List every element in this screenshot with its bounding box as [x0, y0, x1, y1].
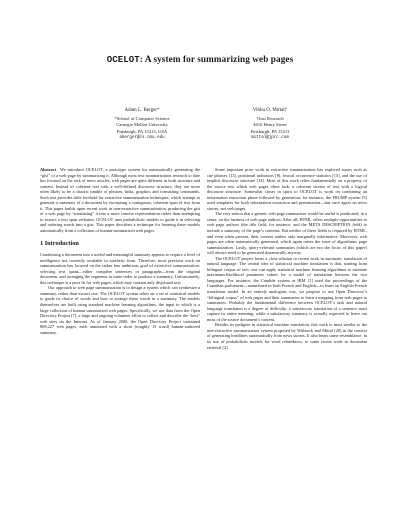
body-paragraph-3: The OCELOT project bears a close relation to recent work in automatic translation of natural language. The central idea of statistical machine translation is that, starting from bilingual corpus of text, one can apply statistical machine learning algorithms to estimate maximum-likelihood parameter values for a model of translation between the two languages. For instance, the Candide system at IBM [1] used the proceedings of the Canadian parliament—maintained in both French and English—to learn an English-French translation model. In an entirely analogous way, we propose to use Open Directory’s “bilingual corpus” of web pages and their summaries to learn a mapping from web pages to summaries. Probably the fundamental difference between OCELOT’s task and natural language translation is a degree of difficulty: a satisfactory translation of a sentence must capture its entire meaning, while a satisfactory summary is actually expected to leave out most of the source document’s content.: [207, 255, 367, 322]
author-affiliation: †Just Research: [256, 116, 284, 122]
author-location: Pittsburgh, PA 15213, USA: [116, 128, 168, 134]
intro-paragraph-2: Our approach to web page summarization is to design a system which can synthesize a summary, rather than extract one. The OCELOT system relies on a set of statistical models to guide its choice of words and how to arrange these words in a summary. The models themselves are built using standard machine learning algorithms, the input to which is a large collection of human summarized web pages. Specifically, we use data from the Open Directory Project [7], a large and ongoing volunteer effort to collect and describe the “best” web sites on the Internet. As of January 2000, the Open Directory Project contained 868,227 web pages, each annotated with a short (roughly 13 word) human-authored summary.: [40, 285, 200, 335]
body-paragraph-4: Besides its pedigree in statistical machine translation, this work is most similar to the non-extractive summarization system proposed by Witbrock and Mittal [20] in the context of generating headlines automatically from news stories. It also bears some resemblance, in its use of probabilistic models for word relatedness, to some recent work in document retrieval [2].: [207, 322, 367, 350]
author-location: Pittsburgh, PA 15213: [250, 128, 290, 134]
abstract-text: We introduce OCELOT, a prototype system for automatically generating the “gist” of a web page by summarizing it. Although most text summarization research to date has focused on the task of news articles, web pages are quite different in both structure and content. Instead of coherent text with a well-defined discourse structure, they are more often likely to be a chaotic jumble of phrases, links, graphics and formatting commands. Such text provides little foothold for extractive summarization techniques, which attempt to generate a summary of a document by excerpting a contiguous, coherent span of text from it. This paper builds upon recent work in non-extractive summarization, producing the gist of a web page by “translating” it into a more concise representation rather than attempting to extract a text span verbatim. OCELOT uses probabilistic models to guide it in selecting and ordering words into a gist. This paper describes a technique for learning these models automatically from a collection of human-summarized web pages.: [40, 167, 200, 234]
paper-title: [0, 54, 400, 65]
title-system-name: OCELOT: [106, 55, 140, 65]
author-institution: Carnegie Mellon University: [116, 122, 168, 128]
author-block-1: [82, 108, 202, 141]
body-paragraph-2: The very notion that a generic web page summarizer would be useful is predicated, in a sense, on the laziness of web page authors. After all, HTML offers multiple opportunities to web page authors (the title field, for instance, and the META DESCRIPTION field) to include a summary of the page’s contents. But neither of these fields is required by HTML, and even when present, their content outlets only marginally informative. Moreover, web pages are often automatically generated, which again raises the issue of algorithmic page summarization. Lastly, query-relevant summaries (which are not the focus of this paper) will always need to be generated dynamically anyway.: [207, 211, 367, 256]
author-block-2: [210, 108, 330, 141]
intro-paragraph-1: Condensing a document into a useful and meaningful summary appears to require a level of intelligence not currently available in synthetic form. Therefore, most previous work on summarization has focused on the rather less ambitious goal of extractive summarization: selecting text spans—either complete sentences or paragraphs—from the original document, and arranging the segments in some order to produce a summary. Unfortunately, this technique is a poor fit for web pages, which may contain only disjointed text.: [40, 252, 200, 285]
author-email: aberger@cs.cmu.edu: [119, 135, 165, 140]
title-text: : A system for summarizing web pages: [139, 54, 294, 64]
right-column: [207, 167, 367, 350]
left-column: [40, 167, 200, 335]
section-heading-introduction: 1 Introduction: [40, 239, 79, 247]
author-name: Vibhu O. Mittal†: [252, 108, 288, 113]
abstract-label: Abstract: [40, 167, 57, 172]
abstract: [40, 167, 200, 234]
body-paragraph-1: Some important prior work in extractive summarization has explored issues such as cue phrases [13], positional indicators [8], lexical occurrence statistics [15], and the use of implicit discourse structure [14]. Most of this work relies fundamentally on a property of the source text which web pages often lack: a coherent stream of text with a logical discourse structure. Somewhat closer in spirit to OCELOT is work on combining an information extraction phase followed by generation; for instance, the FRUMP system [5] used templates for both information extraction and presentation—but once again on news stories, not web pages.: [207, 167, 367, 211]
author-institution: 4616 Henry Street: [253, 122, 287, 128]
author-name: Adam L. Berger*: [124, 108, 160, 113]
author-affiliation: *School of Computer Science: [114, 116, 170, 122]
author-email: mittal@jprc.com: [251, 135, 289, 140]
